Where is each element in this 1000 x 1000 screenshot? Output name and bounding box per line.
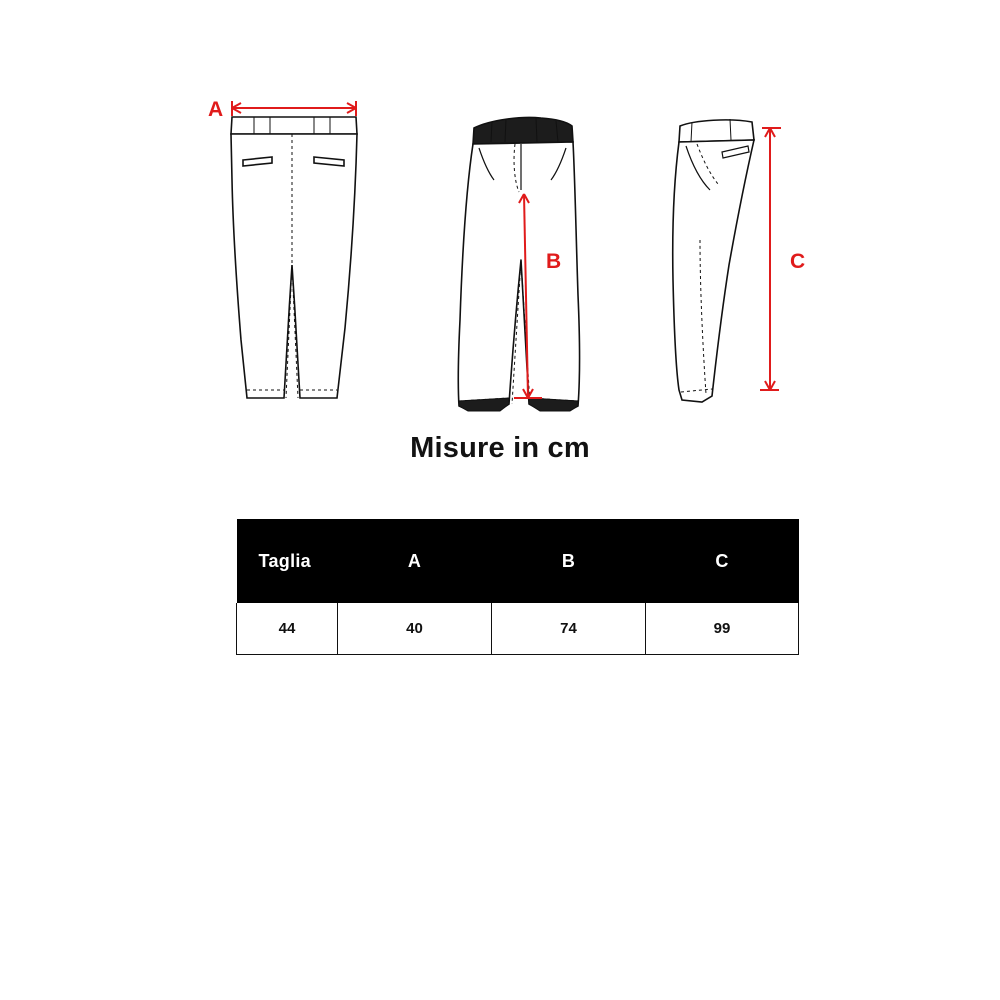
header-a: A	[338, 519, 492, 603]
size-table-body	[237, 603, 799, 655]
header-b: B	[492, 519, 646, 603]
front-view-figure	[458, 117, 579, 411]
side-view-figure	[673, 119, 754, 402]
trouser-diagrams	[0, 60, 1000, 420]
header-taglia: Taglia	[237, 519, 338, 603]
header-c: C	[646, 519, 799, 603]
caption-measure-unit: Misure in cm	[410, 432, 590, 464]
size-table	[236, 519, 799, 655]
label-a: A	[208, 98, 224, 121]
measure-c-arrow	[760, 128, 781, 390]
size-table-head	[237, 519, 799, 603]
cell-b: 74	[492, 603, 646, 655]
table-header-row	[237, 519, 799, 603]
table-row	[237, 603, 799, 655]
cell-a: 40	[338, 603, 492, 655]
cell-c: 99	[646, 603, 799, 655]
label-c: C	[790, 250, 806, 273]
back-view-figure	[231, 117, 357, 398]
measure-a-arrow	[232, 101, 356, 116]
cell-size: 44	[237, 603, 338, 655]
size-table-wrapper	[236, 519, 798, 655]
label-b: B	[546, 250, 562, 273]
